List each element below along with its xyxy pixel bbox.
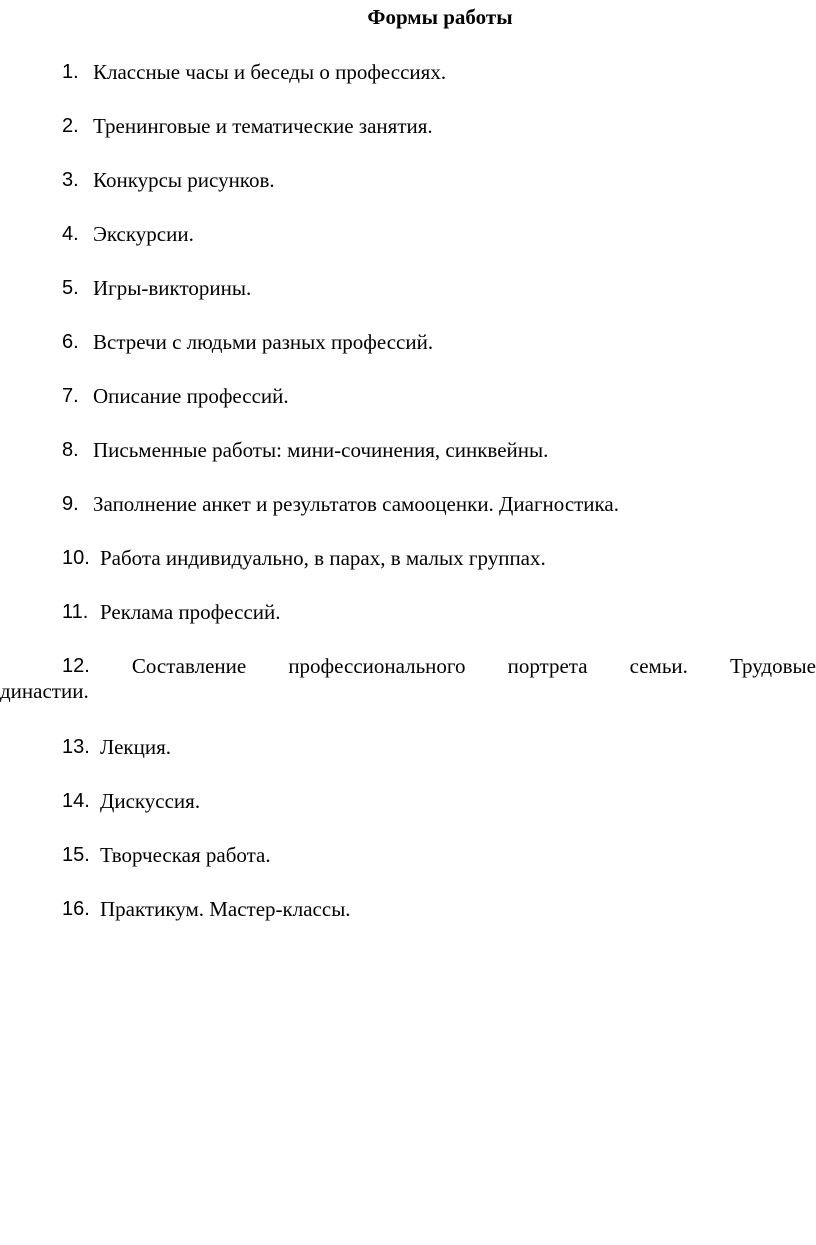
item-word: портрета (507, 654, 588, 678)
item-text: Конкурсы рисунков. (93, 168, 275, 192)
item-text: Дискуссия. (100, 789, 201, 813)
item-text: Классные часы и беседы о профессиях. (93, 60, 447, 84)
item-word: семьи. (629, 654, 688, 678)
item-number: 2. (62, 115, 79, 137)
item-text: Заполнение анкет и результатов самооценки. Диагностика. (93, 492, 620, 516)
item-number: 1. (62, 61, 79, 83)
item-number: 6. (62, 331, 79, 353)
item-number: 13. (62, 736, 90, 758)
item-text: Лекция. (100, 735, 172, 759)
item-number: 8. (62, 439, 79, 461)
item-number: 3. (62, 169, 79, 191)
item-text: Работа индивидуально, в парах, в малых группах. (100, 546, 546, 570)
item-number: 10. (62, 547, 90, 569)
item-number: 16. (62, 898, 90, 920)
justified-line (0, 654, 816, 678)
item-word: профессионального (288, 654, 466, 678)
item-text: Игры-викторины. (93, 276, 252, 300)
item-number: 7. (62, 385, 79, 407)
item-text: Описание профессий. (93, 384, 289, 408)
item-number: 11. (62, 601, 89, 623)
item-word: Составление (131, 654, 247, 678)
item-text: Реклама профессий. (100, 600, 281, 624)
item-number: 5. (62, 277, 79, 299)
item-number: 4. (62, 223, 79, 245)
item-number: 9. (62, 493, 79, 515)
item-number: 15. (62, 844, 90, 866)
item-number: 14. (62, 790, 90, 812)
list-item (0, 654, 816, 703)
item-text: Тренинговые и тематические занятия. (93, 114, 433, 138)
item-text: Практикум. Мастер-классы. (100, 897, 351, 921)
item-text: Встречи с людьми разных профессий. (93, 330, 434, 354)
item-continuation: династии. (0, 679, 89, 703)
item-text: Письменные работы: мини-сочинения, синквейны. (93, 438, 549, 462)
item-text: Экскурсии. (93, 222, 194, 246)
item-word: Трудовые (730, 654, 816, 678)
item-number: 12. (62, 655, 90, 677)
item-text: Творческая работа. (100, 843, 271, 867)
document-title: Формы работы (367, 5, 513, 29)
